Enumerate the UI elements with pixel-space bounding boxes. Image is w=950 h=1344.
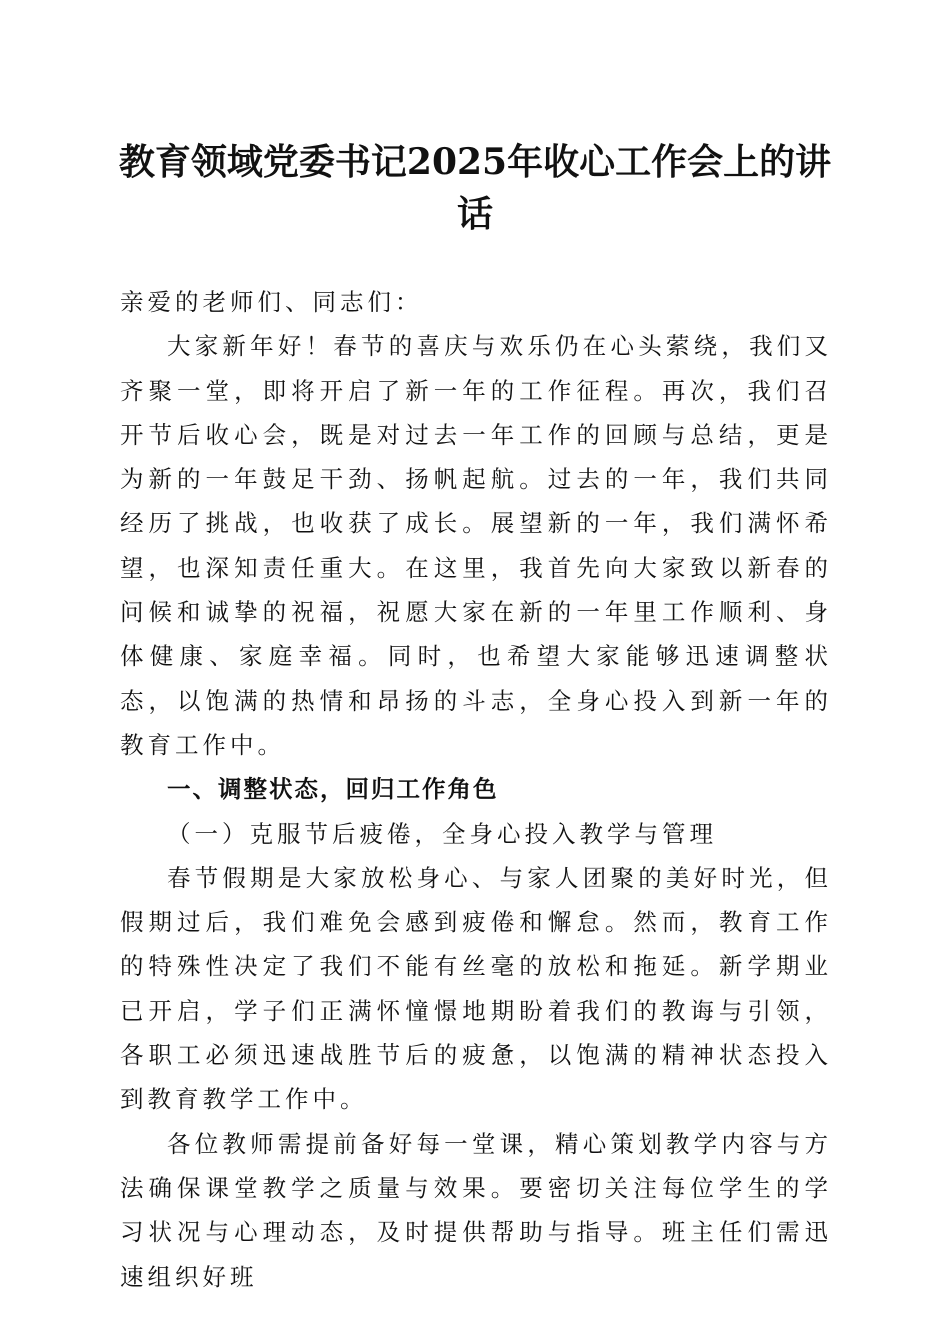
- document-body: [120, 280, 832, 1299]
- body-paragraph: 春节假期是大家放松身心、与家人团聚的美好时光，但假期过后，我们难免会感到疲倦和懈怠。然而，教育工作的特殊性决定了我们不能有丝毫的放松和拖延。新学期业已开启，学子们正满怀憧憬地期盼着我们的教诲与引领，各职工必须迅速战胜节后的疲惫，以饱满的精神状态投入到教育教学工作中。: [120, 863, 832, 1114]
- body-paragraph: 各位教师需提前备好每一堂课，精心策划教学内容与方法确保课堂教学之质量与效果。要密切关注每位学生的学习状况与心理动态，及时提供帮助与指导。班主任们需迅速组织好班: [120, 1129, 832, 1291]
- section-heading: 一、调整状态，回归工作角色: [167, 775, 499, 804]
- intro-paragraph: 大家新年好！春节的喜庆与欢乐仍在心头萦绕，我们又齐聚一堂，即将开启了新一年的工作征程。再次，我们召开节后收心会，既是对过去一年工作的回顾与总结，更是为新的一年鼓足干劲、扬帆起航。过去的一年，我们共同经历了挑战，也收获了成长。展望新的一年，我们满怀希望，也深知责任重大。在这里，我首先向大家致以新春的问候和诚挚的祝福，祝愿大家在新的一年里工作顺利、身体健康、家庭幸福。同时，也希望大家能够迅速调整状态，以饱满的热情和昂扬的斗志，全身心投入到新一年的教育工作中。: [120, 332, 832, 759]
- salutation: 亲爱的老师们、同志们：: [120, 288, 423, 316]
- document-title: 教育领域党委书记2025年收心工作会上的讲话: [118, 141, 832, 235]
- subsection-heading: （一）克服节后疲倦，全身心投入教学与管理: [167, 819, 717, 848]
